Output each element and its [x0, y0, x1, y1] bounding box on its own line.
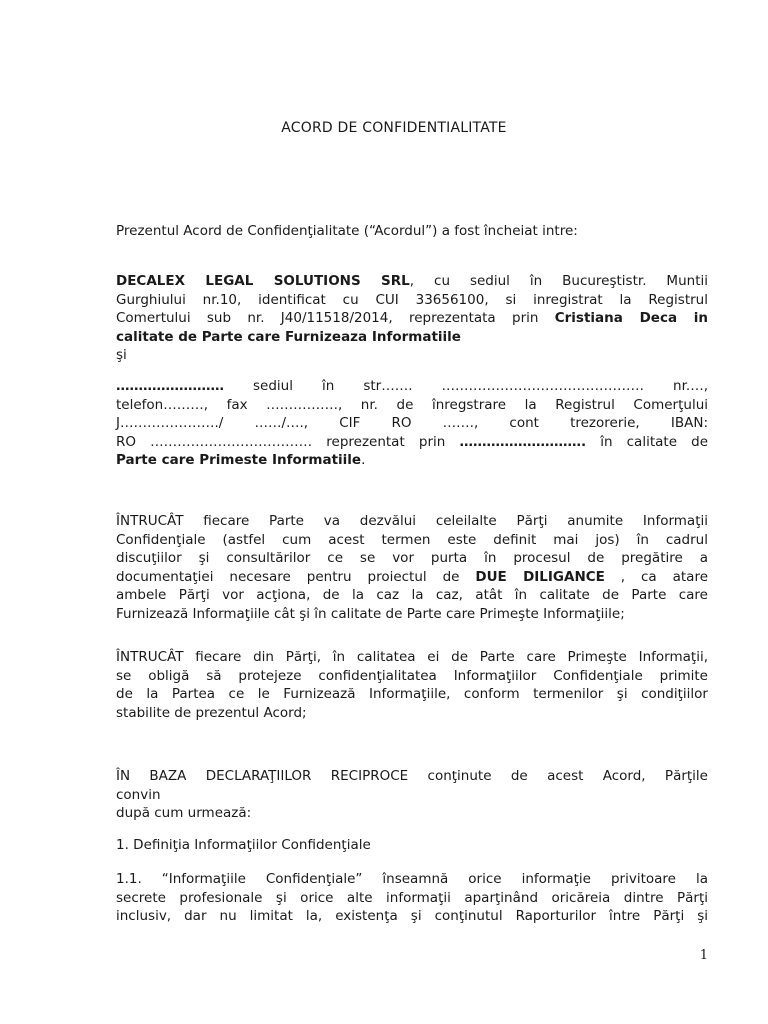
whereas1-line-6: Furnizează Informaţiile cât şi în calitate de Parte care Primeşte Informaţiile; — [116, 605, 625, 622]
party1-line-3 — [116, 309, 708, 328]
party2-name-placeholder: …………………… — [116, 378, 224, 394]
whereas2-line-2: se obligă să protejeze confidenţialitatea Informaţiilor Confidenţiale primite — [116, 667, 708, 684]
section-1-1-paragraph — [116, 870, 708, 926]
section1-1-line-2: secrete profesionale şi orice alte informaţii aparţinând oricăreia dintre Părţi — [116, 889, 708, 906]
party2-line-2: telefon………, fax ……………., nr. de înregstrare la Registrul Comerţului — [116, 396, 708, 413]
party1-address: , cu sediul în Bucureştistr. Muntii — [409, 273, 708, 289]
party2-capacity: în calitate de — [586, 433, 708, 450]
party1-role: calitate de Parte care Furnizeaza Informatiile — [116, 328, 461, 345]
whereas2-line-1: ÎNTRUCÂT fiecare din Părţi, în calitatea ei de Parte care Primeşte Informaţii, — [116, 649, 708, 665]
party2-representative-placeholder: ………………………. — [459, 433, 587, 450]
whereas1-project-post: , ca atare — [604, 568, 709, 585]
party2-line-5 — [116, 451, 708, 470]
whereas-2-paragraph — [116, 648, 708, 722]
party1-line-1 — [116, 272, 708, 291]
party2-period: . — [361, 452, 366, 468]
whereas1-project-name: DUE DILIGANCE — [475, 568, 605, 585]
basis-line-3: după cum urmează: — [116, 805, 252, 821]
basis-line-1: ÎN BAZA DECLARAŢIILOR RECIPROCE conţinute de acest Acord, Părţile — [116, 768, 708, 784]
basis-line-2: convin — [116, 786, 161, 803]
document-title: ACORD DE CONFIDENTIALITATE — [281, 120, 507, 136]
party1-registry: Comertului sub nr. J40/11518/2014, reprezentata prin — [116, 310, 555, 326]
party2-line-1 — [116, 377, 708, 396]
section1-1-line-3: inclusiv, dar nu limitat la, existenţa şi conţinutul Raporturilor între Părţi şi — [116, 908, 708, 924]
party2-iban: RO ……………………………… reprezentat prin — [116, 433, 460, 450]
page-number: 1 — [699, 948, 708, 963]
party1-paragraph — [116, 272, 708, 365]
party1-representative: Cristiana Deca in — [554, 310, 708, 326]
whereas1-line-3: discuţiilor şi consultărilor ce se vor purta în procesul de pregătire a — [116, 550, 708, 566]
whereas1-line-5: ambele Părţi vor acţiona, de la caz la caz, atât în calitate de Parte care — [116, 587, 708, 603]
whereas1-project-pre: documentaţiei necesare pentru proiectul de — [116, 568, 476, 585]
section1-heading-text: 1. Definiţia Informaţiilor Confidenţiale — [116, 837, 371, 853]
whereas1-line-1: ÎNTRUCÂT fiecare Parte va dezvălui celeilalte Părţi anumite Informaţii — [116, 513, 708, 529]
party2-address: sediul în str……. ……………………………………… nr.…, — [224, 378, 708, 394]
party2-line-4 — [116, 433, 708, 452]
whereas-1-paragraph — [116, 512, 708, 623]
party2-line-3: J…………………./ ……/…., CIF RO ……., cont trezorerie, IBAN: — [116, 415, 708, 431]
party1-line-2: Gurghiului nr.10, identificat cu CUI 33656100, si inregistrat la Registrul — [116, 291, 708, 308]
whereas2-line-3: de la Partea ce le Furnizează Informaţiile, conform termenilor şi condiţiilor — [116, 686, 708, 702]
conjunction-text: şi — [116, 347, 127, 363]
whereas1-line-2: Confidenţiale (astfel cum acest termen este definit mai jos) în cadrul — [116, 531, 708, 548]
party1-name: DECALEX LEGAL SOLUTIONS SRL — [116, 273, 410, 289]
intro-text: Prezentul Acord de Confidenţialitate (“Acordul”) a fost încheiat intre: — [116, 223, 578, 239]
party2-paragraph — [116, 377, 708, 470]
section-1-heading — [116, 836, 708, 855]
intro-paragraph — [116, 222, 708, 241]
basis-paragraph — [116, 767, 708, 823]
whereas1-line-4 — [116, 568, 708, 587]
party2-role: Parte care Primeste Informatiile — [116, 452, 362, 468]
section1-1-line-1: 1.1. “Informaţiile Confidenţiale” înseamnă orice informaţie privitoare la — [116, 871, 708, 887]
whereas2-line-4: stabilite de prezentul Acord; — [116, 704, 307, 721]
